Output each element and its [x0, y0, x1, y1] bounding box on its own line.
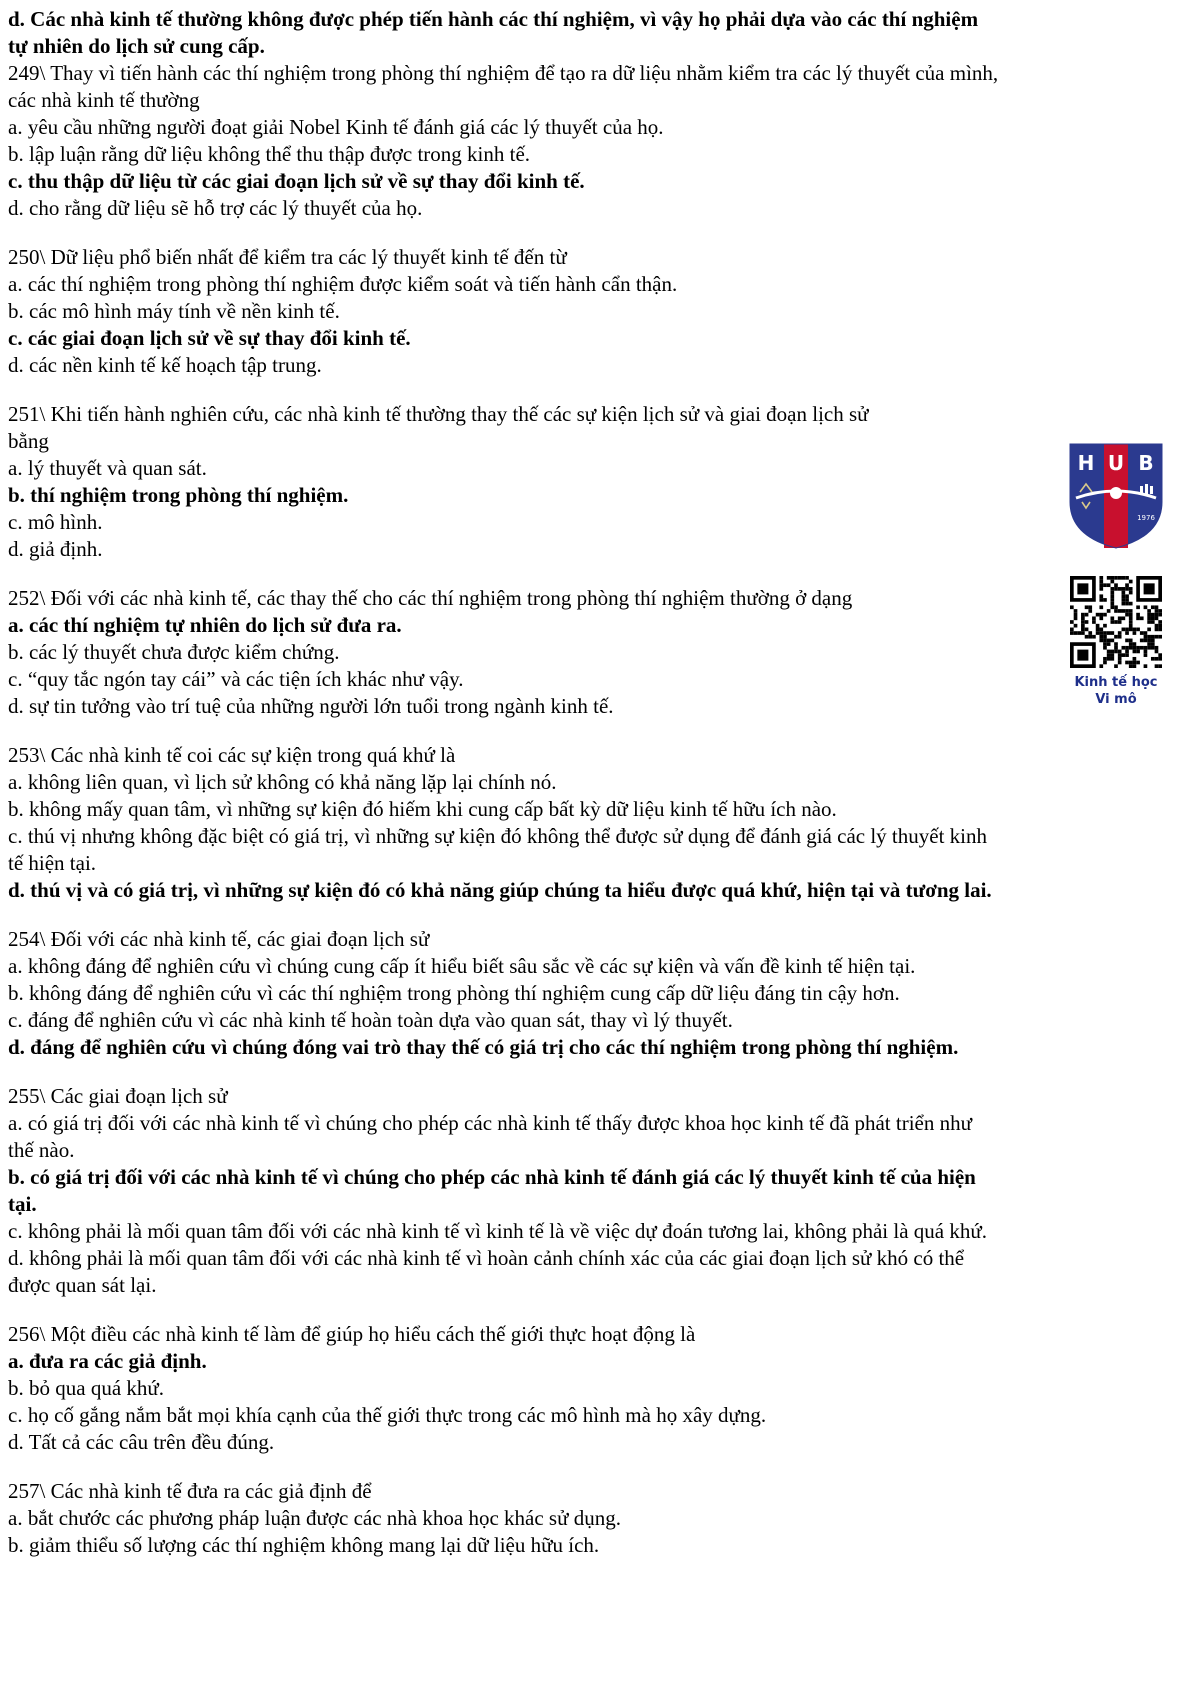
question-line: a. yêu cầu những người đoạt giải Nobel Kinh tế đánh giá các lý thuyết của họ. — [8, 115, 664, 139]
question-line: d. sự tin tưởng vào trí tuệ của những người lớn tuổi trong ngành kinh tế. — [8, 694, 614, 718]
question-block — [8, 1478, 1180, 1559]
question-line: d. Tất cả các câu trên đều đúng. — [8, 1430, 275, 1454]
hub-badge — [1062, 440, 1170, 708]
question-line: a. lý thuyết và quan sát. — [8, 456, 207, 480]
question-line: c. đáng để nghiên cứu vì các nhà kinh tế hoàn toàn dựa vào quan sát, thay vì lý thuyết. — [8, 1008, 733, 1032]
question-line: a. đưa ra các giả định. — [8, 1349, 207, 1373]
question-line: b. không mấy quan tâm, vì những sự kiện đó hiếm khi cung cấp bất kỳ dữ liệu kinh tế hữu ích nào. — [8, 797, 837, 821]
question-line: a. không liên quan, vì lịch sử không có khả năng lặp lại chính nó. — [8, 770, 557, 794]
question-block — [8, 1321, 1180, 1456]
question-line: d. cho rằng dữ liệu sẽ hỗ trợ các lý thuyết của họ. — [8, 196, 423, 220]
question-block — [8, 742, 1180, 904]
question-block — [8, 926, 1180, 1061]
question-stem: 254\ Đối với các nhà kinh tế, các giai đoạn lịch sử — [8, 927, 430, 951]
question-line: c. thu thập dữ liệu từ các giai đoạn lịch sử về sự thay đổi kinh tế. — [8, 169, 585, 193]
intro-line: d. Các nhà kinh tế thường không được phép tiến hành các thí nghiệm, vì vậy họ phải dựa vào các thí nghiệm — [8, 7, 979, 31]
hub-shield-logo — [1066, 440, 1166, 550]
qr-code — [1070, 576, 1162, 668]
question-line: các nhà kinh tế thường — [8, 88, 200, 112]
question-line: a. có giá trị đối với các nhà kinh tế vì chúng cho phép các nhà kinh tế thấy được khoa học kinh tế đã phát triển như — [8, 1111, 973, 1135]
question-line: bằng — [8, 429, 49, 453]
question-line: d. thú vị và có giá trị, vì những sự kiện đó có khả năng giúp chúng ta hiểu được quá khứ, hiện tại và tương lai. — [8, 878, 992, 902]
question-block — [8, 60, 1180, 222]
question-line: d. đáng để nghiên cứu vì chúng đóng vai trò thay thế có giá trị cho các thí nghiệm trong phòng thí nghiệm. — [8, 1035, 959, 1059]
question-stem: 257\ Các nhà kinh tế đưa ra các giả định để — [8, 1479, 372, 1503]
svg-text:1976: 1976 — [1137, 514, 1155, 522]
question-line: a. bắt chước các phương pháp luận được các nhà khoa học khác sử dụng. — [8, 1506, 621, 1530]
badge-label-line2: Vi mô — [1095, 692, 1137, 707]
question-block — [8, 585, 1180, 720]
question-line: c. thú vị nhưng không đặc biệt có giá trị, vì những sự kiện đó không thể được sử dụng để đánh giá các lý thuyết kinh — [8, 824, 988, 848]
question-stem: 249\ Thay vì tiến hành các thí nghiệm trong phòng thí nghiệm để tạo ra dữ liệu nhằm kiểm tra các lý thuyết của mình, — [8, 61, 999, 85]
question-line: d. giả định. — [8, 537, 103, 561]
question-line: b. bỏ qua quá khứ. — [8, 1376, 165, 1400]
question-stem: 255\ Các giai đoạn lịch sử — [8, 1084, 228, 1108]
question-line: được quan sát lại. — [8, 1273, 157, 1297]
question-line: a. các thí nghiệm tự nhiên do lịch sử đưa ra. — [8, 613, 402, 637]
question-line: d. các nền kinh tế kế hoạch tập trung. — [8, 353, 322, 377]
question-list — [8, 60, 1180, 1559]
question-line: b. các lý thuyết chưa được kiểm chứng. — [8, 640, 340, 664]
badge-label — [1074, 674, 1157, 708]
svg-text:U: U — [1107, 451, 1125, 475]
svg-text:B: B — [1138, 451, 1154, 475]
question-line: b. có giá trị đối với các nhà kinh tế vì chúng cho phép các nhà kinh tế đánh giá các lý thuyết kinh tế của hiện — [8, 1165, 976, 1189]
document-page — [8, 6, 1180, 1559]
svg-text:H: H — [1077, 451, 1095, 475]
question-block — [8, 1083, 1180, 1299]
question-line: c. các giai đoạn lịch sử về sự thay đổi kinh tế. — [8, 326, 411, 350]
question-line: c. mô hình. — [8, 510, 103, 534]
question-line: b. không đáng để nghiên cứu vì các thí nghiệm trong phòng thí nghiệm cung cấp dữ liệu đáng tin cậy hơn. — [8, 981, 900, 1005]
question-line: b. các mô hình máy tính về nền kinh tế. — [8, 299, 340, 323]
question-line: b. giảm thiểu số lượng các thí nghiệm không mang lại dữ liệu hữu ích. — [8, 1533, 600, 1557]
question-line: tại. — [8, 1192, 37, 1216]
question-line: tế hiện tại. — [8, 851, 97, 875]
question-line: a. không đáng để nghiên cứu vì chúng cung cấp ít hiểu biết sâu sắc về các sự kiện và vấn đề kinh tế hiện tại. — [8, 954, 916, 978]
question-stem: 251\ Khi tiến hành nghiên cứu, các nhà kinh tế thường thay thế các sự kiện lịch sử và giai đoạn lịch sử — [8, 402, 869, 426]
question-line: a. các thí nghiệm trong phòng thí nghiệm được kiểm soát và tiến hành cẩn thận. — [8, 272, 678, 296]
question-stem: 252\ Đối với các nhà kinh tế, các thay thế cho các thí nghiệm trong phòng thí nghiệm thường ở dạng — [8, 586, 853, 610]
badge-label-line1: Kinh tế học — [1074, 675, 1158, 690]
question-line: c. “quy tắc ngón tay cái” và các tiện ích khác như vậy. — [8, 667, 464, 691]
question-line: d. không phải là mối quan tâm đối với các nhà kinh tế vì hoàn cảnh chính xác của các giai đoạn lịch sử khó có thể — [8, 1246, 965, 1270]
question-line: c. họ cố gắng nắm bắt mọi khía cạnh của thế giới thực trong các mô hình mà họ xây dựng. — [8, 1403, 767, 1427]
question-line: c. không phải là mối quan tâm đối với các nhà kinh tế vì kinh tế là về việc dự đoán tương lai, không phải là quá khứ. — [8, 1219, 987, 1243]
question-stem: 253\ Các nhà kinh tế coi các sự kiện trong quá khứ là — [8, 743, 456, 767]
question-line: b. lập luận rằng dữ liệu không thể thu thập được trong kinh tế. — [8, 142, 531, 166]
question-block — [8, 244, 1180, 379]
question-line: thế nào. — [8, 1138, 75, 1162]
question-line: b. thí nghiệm trong phòng thí nghiệm. — [8, 483, 349, 507]
intro-block — [8, 6, 1180, 60]
intro-line: tự nhiên do lịch sử cung cấp. — [8, 34, 265, 58]
question-stem: 256\ Một điều các nhà kinh tế làm để giúp họ hiểu cách thế giới thực hoạt động là — [8, 1322, 696, 1346]
question-block — [8, 401, 1180, 563]
question-stem: 250\ Dữ liệu phổ biến nhất để kiểm tra các lý thuyết kinh tế đến từ — [8, 245, 567, 269]
